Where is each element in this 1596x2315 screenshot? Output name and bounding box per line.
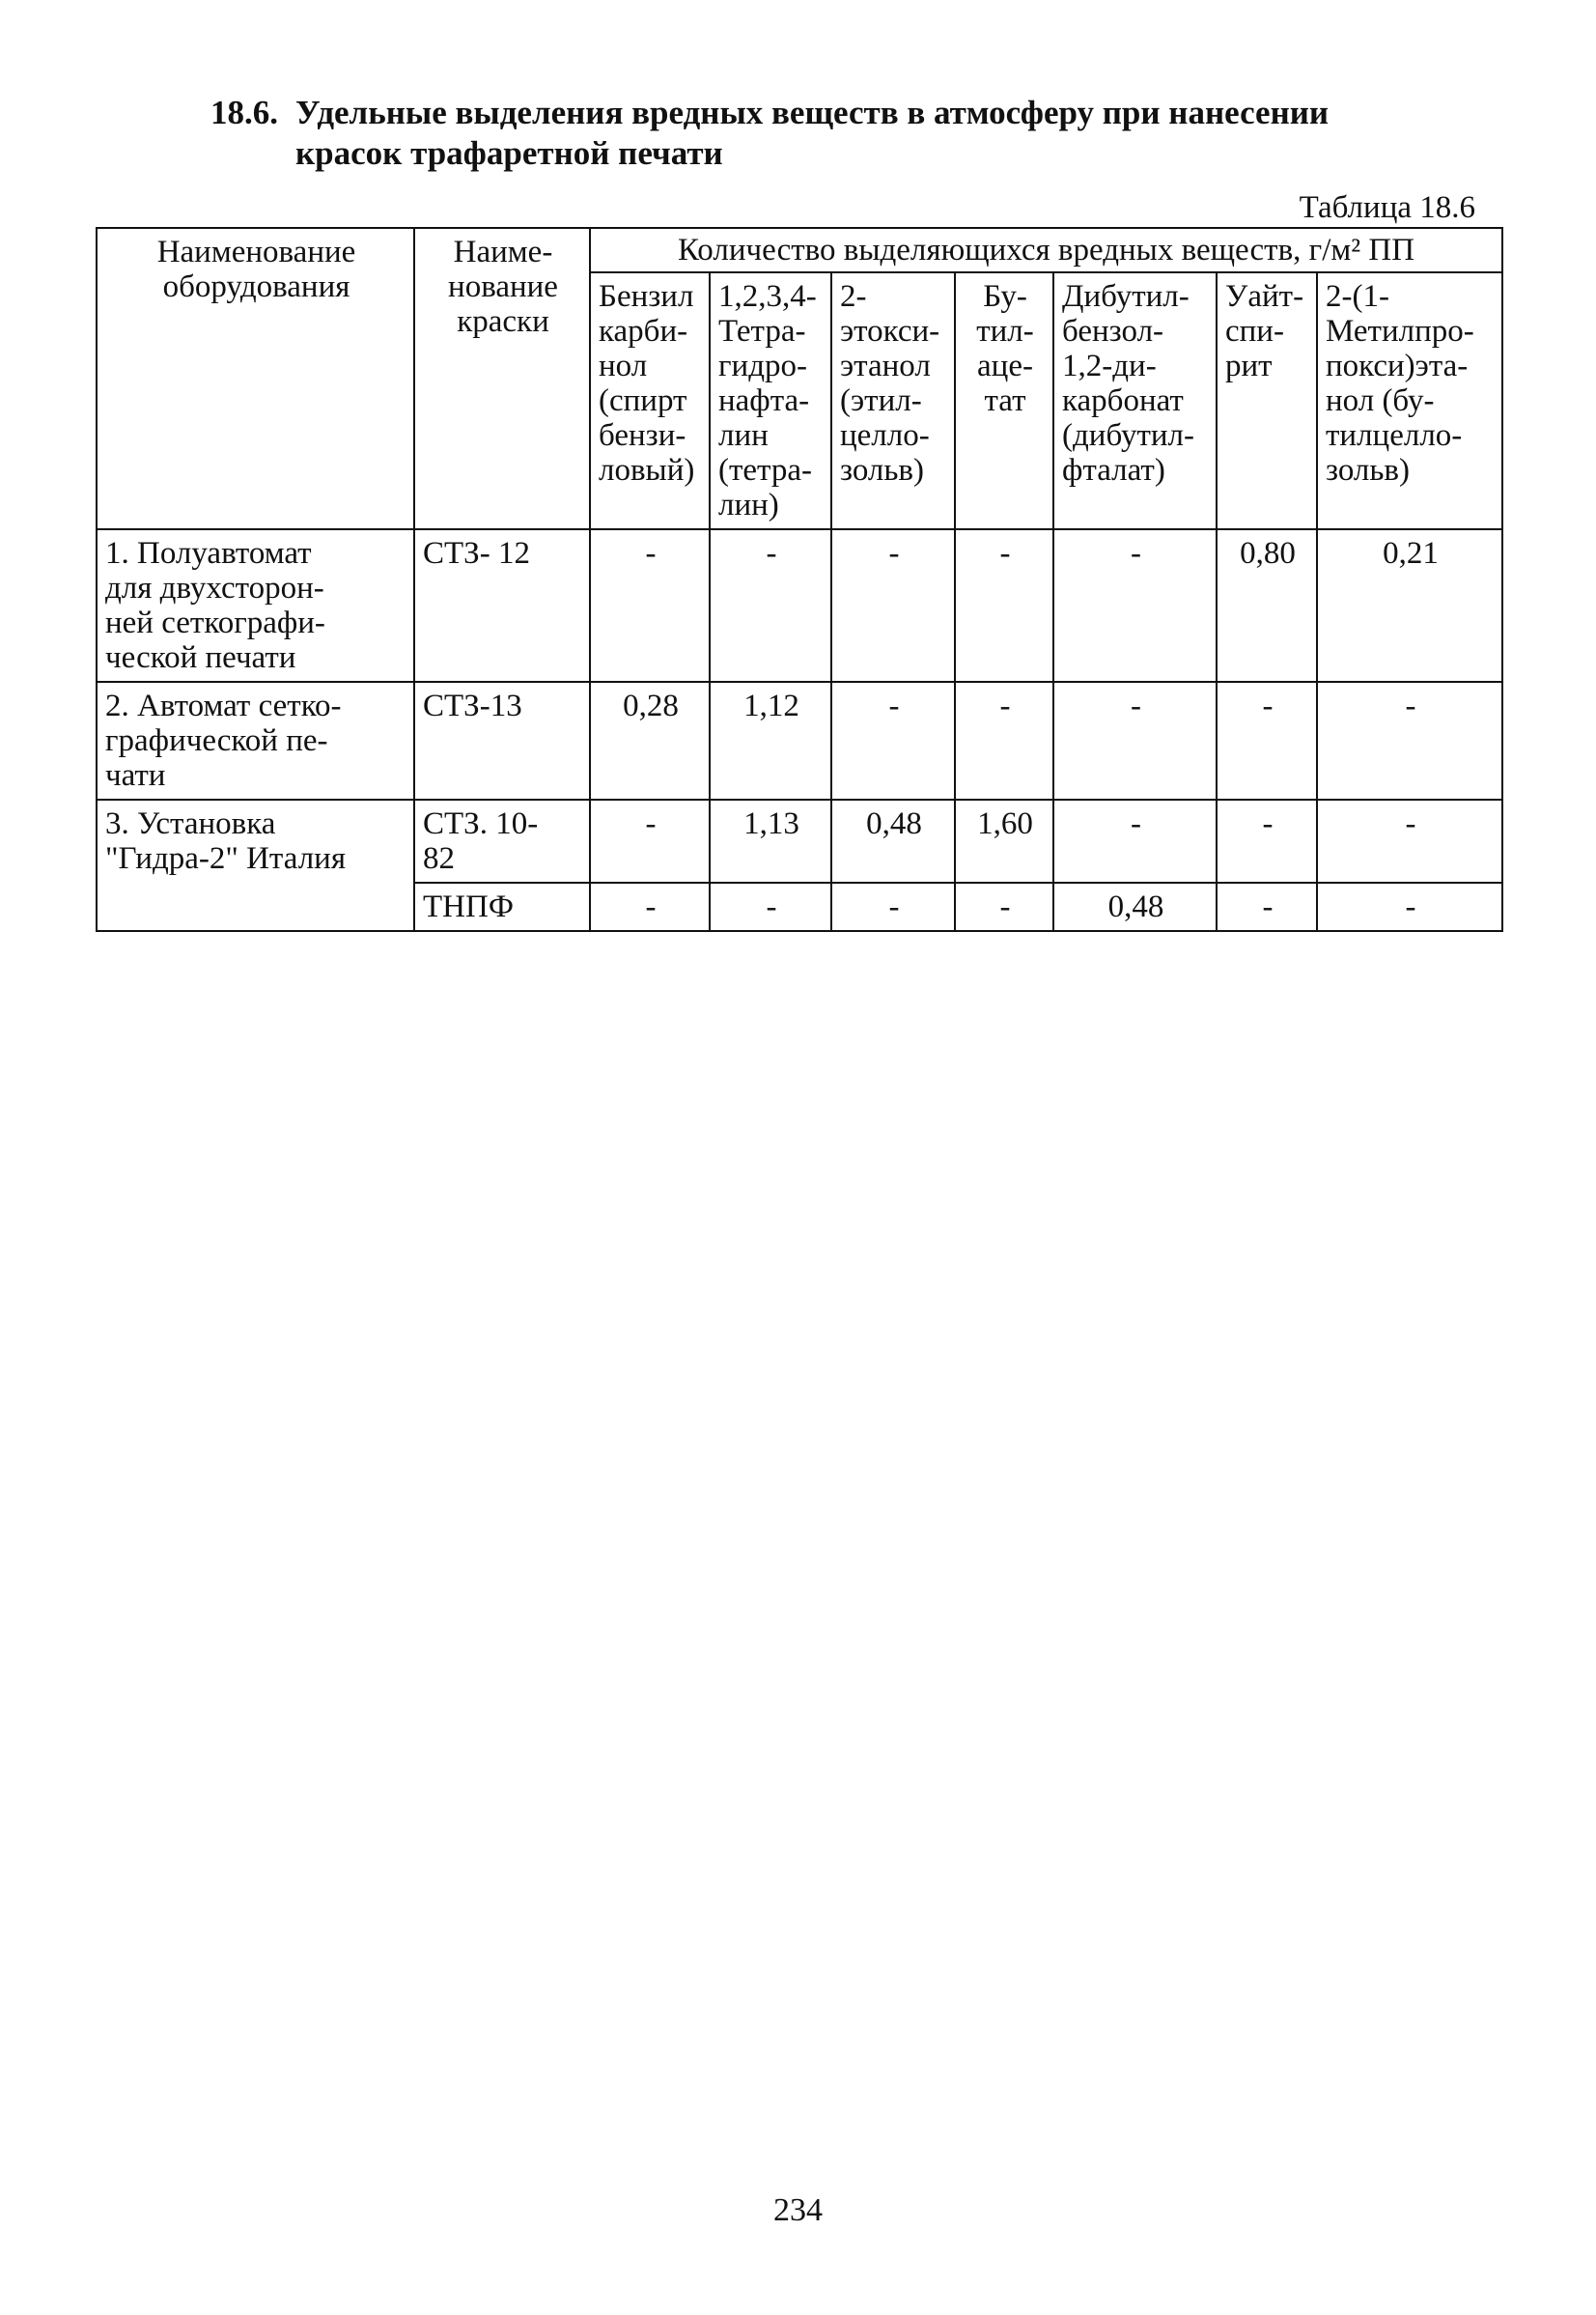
- value-cell: -: [710, 529, 831, 682]
- value-cell: -: [1317, 682, 1502, 800]
- table-row: [97, 800, 1502, 883]
- section-title-line-2: красок трафаретной печати: [295, 134, 723, 172]
- emissions-table: [96, 227, 1503, 932]
- section-number: 18.6.: [210, 94, 278, 131]
- paint-cell: ТНПФ: [414, 883, 590, 931]
- value-cell: 1,60: [955, 800, 1053, 883]
- header-substances-group: Количество выделяющихся вредных веществ, г/м² ПП: [590, 228, 1502, 272]
- value-cell: -: [1317, 883, 1502, 931]
- paint-cell: СТЗ-13: [414, 682, 590, 800]
- value-cell: -: [590, 800, 710, 883]
- value-cell: -: [1053, 800, 1217, 883]
- section-title-line-1: Удельные выделения вредных веществ в атмосферу при нанесении: [295, 94, 1330, 131]
- header-substance: Уайт- спи- рит: [1217, 272, 1317, 529]
- value-cell: 1,13: [710, 800, 831, 883]
- value-cell: -: [1217, 883, 1317, 931]
- page-number: 234: [773, 2192, 823, 2228]
- header-substance: 1,2,3,4- Тетра- гидро- нафта- лин (тетра- лин): [710, 272, 831, 529]
- header-substance: Дибутил- бензол- 1,2-ди- карбонат (дибутил- фталат): [1053, 272, 1217, 529]
- header-substance: Бу- тил- аце- тат: [955, 272, 1053, 529]
- paint-cell: СТЗ- 12: [414, 529, 590, 682]
- equipment-cell: 2. Автомат сетко- графической пе- чати: [97, 682, 414, 800]
- value-cell: -: [710, 883, 831, 931]
- value-cell: 0,48: [1053, 883, 1217, 931]
- value-cell: -: [831, 883, 955, 931]
- value-cell: -: [831, 682, 955, 800]
- value-cell: -: [1053, 529, 1217, 682]
- table-body: [97, 228, 1502, 931]
- equipment-cell: 1. Полуавтомат для двухсторон- ней сеткографи- ческой печати: [97, 529, 414, 682]
- header-equipment: Наименование оборудования: [97, 228, 414, 529]
- value-cell: -: [1217, 682, 1317, 800]
- header-paint: Наиме- нование краски: [414, 228, 590, 529]
- header-substance: 2- этокси- этанол (этил- целло- зольв): [831, 272, 955, 529]
- table-label: Таблица 18.6: [1299, 190, 1475, 225]
- value-cell: -: [590, 883, 710, 931]
- value-cell: -: [1317, 800, 1502, 883]
- value-cell: -: [590, 529, 710, 682]
- table-row: [97, 682, 1502, 800]
- header-substance: Бензил карби- нол (спирт бензи- ловый): [590, 272, 710, 529]
- value-cell: -: [831, 529, 955, 682]
- value-cell: 1,12: [710, 682, 831, 800]
- equipment-cell: 3. Установка "Гидра-2" Италия: [97, 800, 414, 931]
- value-cell: -: [955, 883, 1053, 931]
- section-heading: [210, 93, 1466, 174]
- value-cell: -: [955, 682, 1053, 800]
- paint-cell: СТЗ. 10- 82: [414, 800, 590, 883]
- value-cell: 0,21: [1317, 529, 1502, 682]
- table-row: [97, 529, 1502, 682]
- value-cell: 0,48: [831, 800, 955, 883]
- value-cell: 0,28: [590, 682, 710, 800]
- value-cell: -: [1053, 682, 1217, 800]
- value-cell: 0,80: [1217, 529, 1317, 682]
- header-substance: 2-(1- Метилпро- покси)эта- нол (бу- тилцелло- зольв): [1317, 272, 1502, 529]
- table-header-row-1: [97, 228, 1502, 272]
- value-cell: -: [1217, 800, 1317, 883]
- value-cell: -: [955, 529, 1053, 682]
